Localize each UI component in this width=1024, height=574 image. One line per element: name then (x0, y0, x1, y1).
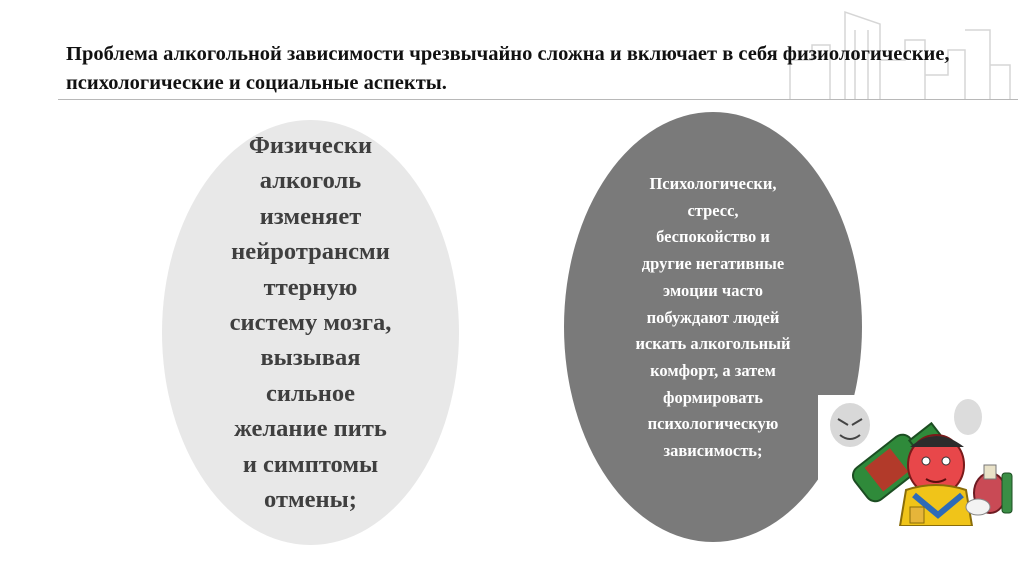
title-divider (58, 99, 1018, 100)
psychological-aspect-text: Психологически, стресс, беспокойство и другие негативные эмоции часто побуждают людей искать алкогольный комфорт, а затем формировать психологическую зависимость; (635, 174, 791, 461)
physical-aspect-text: Физически алкоголь изменяет нейротрансми ттерную систему мозга, вызывая сильное желание пить и симптомы отмены; (229, 132, 392, 514)
slide-title: Проблема алкогольной зависимости чрезвычайно сложна и включает в себя физиологические, психологические и социальные аспекты. (66, 43, 950, 94)
drunk-man-illustration (818, 395, 1019, 526)
